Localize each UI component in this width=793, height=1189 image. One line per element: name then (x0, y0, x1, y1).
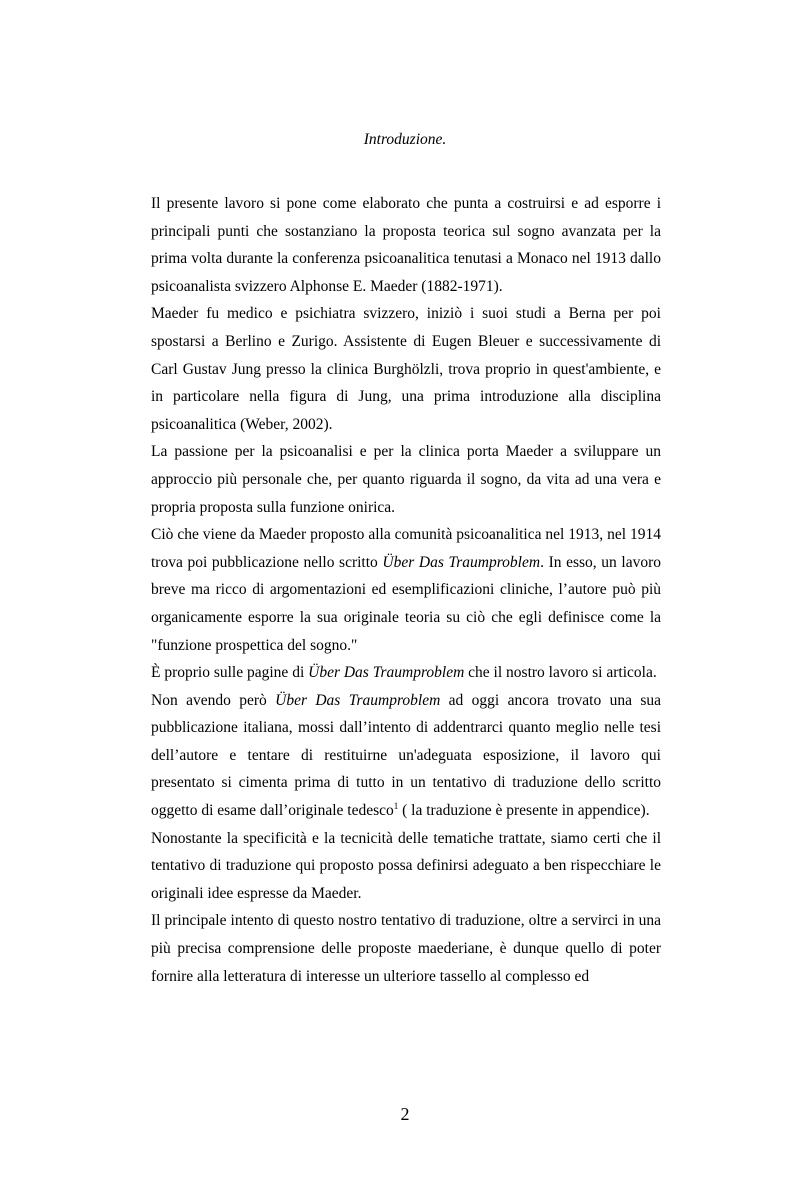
paragraph-4-text-a: Ciò che viene da Maeder proposto alla comunità psicoanalitica nel 1913, nel 1914 trova poi pubblicazione nello scritto (151, 526, 661, 571)
paragraph-4 (151, 521, 661, 659)
paragraph-6-text-c: ( la traduzione è presente in appendice). (398, 802, 650, 820)
paragraph-4-text-b: . In esso, un lavoro breve ma ricco di argomentazioni ed esemplificazioni cliniche, l’autore può più organicamente esporre la sua originale teoria su ciò che egli definisce come la "funzione prospettica del sogno." (151, 553, 662, 654)
paragraph-8: Il principale intento di questo nostro tentativo di traduzione, oltre a servirci in una più precisa comprensione delle proposte maederiane, è dunque quello di poter fornire alla letteratura di interesse un ulteriore tassello al complesso ed (151, 912, 661, 985)
paragraph-7: Nonostante la specificità e la tecnicità delle tematiche trattate, siamo certi che il tentativo di traduzione qui proposto possa definirsi adeguato a ben rispecchiare le originali idee espresse da Maeder. (151, 829, 661, 902)
book-title: Über Das Traumproblem (308, 664, 465, 682)
paragraph-5 (151, 659, 661, 687)
paragraph-1: Il presente lavoro si pone come elaborato che punta a costruirsi e ad esporre i principali punti che sostanziano la proposta teorica sul sogno avanzata per la prima volta durante la conferenza psicoanalitica tenutasi a Monaco nel 1913 dallo psicoanalista svizzero Alphonse E. Maeder (1882-1971). (151, 195, 661, 295)
paragraph-3: La passione per la psicoanalisi e per la clinica porta Maeder a sviluppare un approccio più personale che, per quanto riguarda il sogno, da vita ad una vera e propria proposta sulla funzione onirica. (151, 443, 661, 516)
paragraph-6-text-a: Non avendo però (151, 691, 276, 709)
paragraph-6 (151, 687, 661, 825)
paragraph-5-text-a: È proprio sulle pagine di (151, 664, 309, 682)
section-title: Introduzione. (363, 131, 447, 148)
page-number: 2 (400, 1104, 410, 1124)
book-title: Über Das Traumproblem (275, 691, 441, 709)
book-title: Über Das Traumproblem (382, 553, 541, 571)
body-text (151, 190, 661, 990)
footnote-marker: 1 (393, 800, 399, 811)
paragraph-5-text-b: che il nostro lavoro si articola. (464, 664, 657, 682)
paragraph-6-text-b: ad oggi ancora trovato una sua pubblicazione italiana, mossi dall’intento di addentrarci quanto meglio nelle tesi dell’autore e tentare di restituirne un'adeguata esposizione, il lavoro qui presentato si cimenta prima di tutto in un tentativo di traduzione dello scritto oggetto di esame dall’originale tedesco (151, 691, 661, 820)
paragraph-2: Maeder fu medico e psichiatra svizzero, iniziò i suoi studi a Berna per poi spostarsi a Berlino e Zurigo. Assistente di Eugen Bleuer e successivamente di Carl Gustav Jung presso la clinica Burghölzli, trova proprio in quest'ambiente, e in particolare nella figura di Jung, una prima introduzione alla disciplina psicoanalitica (Weber, 2002). (151, 305, 661, 433)
